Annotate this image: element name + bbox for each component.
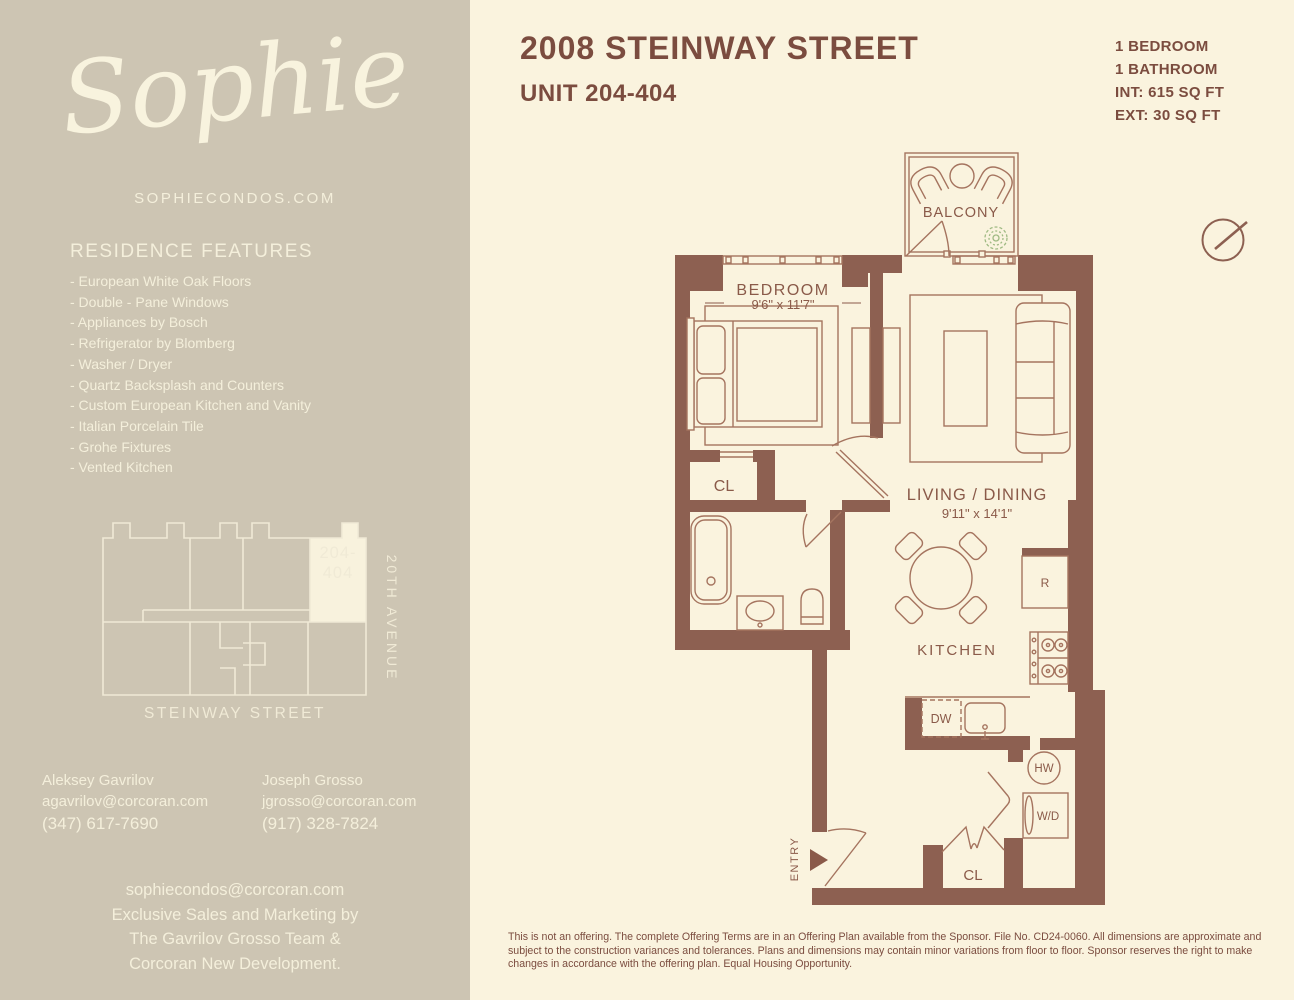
washer-dryer-label: W/D [1036, 811, 1060, 823]
bedroom-label: BEDROOM [736, 282, 830, 299]
contact-phone: (347) 617-7690 [42, 814, 159, 833]
bedroom-furniture [687, 303, 900, 445]
brand-logo: Sophie [56, 11, 414, 158]
compass-icon [1196, 212, 1254, 275]
floor-plan [655, 145, 1115, 920]
keyplan-avenue-label: 20TH AVENUE [384, 554, 400, 682]
sales-footer [0, 878, 470, 976]
coffee-table [944, 331, 987, 426]
website-url: SOPHIECONDOS.COM [134, 190, 336, 207]
features-list [70, 271, 311, 478]
stat-interior: INT: 615 SQ FT [1115, 84, 1225, 101]
keyplan-unit-number-line2: 404 [322, 564, 354, 582]
feature-item: - Appliances by Bosch [70, 314, 208, 331]
closet2-label: CL [963, 867, 983, 884]
bedroom-bench [852, 328, 870, 423]
toilet [801, 589, 823, 624]
footer-line: Corcoran New Development. [129, 954, 341, 973]
closet1-doors [720, 452, 753, 457]
balcony-door [906, 221, 949, 256]
stat-bedrooms: 1 BEDROOM [1115, 38, 1209, 55]
dishwasher-label: DW [930, 712, 952, 726]
contact-name: Joseph Grosso [262, 772, 363, 789]
contact-card [262, 770, 416, 834]
bedroom-window [723, 256, 842, 264]
unit-subtitle: UNIT 204-404 [520, 80, 677, 107]
entry-label: ENTRY [789, 836, 801, 882]
balcony-table [950, 164, 974, 188]
keyplan-street-label: STEINWAY STREET [144, 705, 326, 722]
living-console [883, 328, 900, 423]
stat-exterior: EXT: 30 SQ FT [1115, 107, 1221, 124]
contact-email: agavrilov@corcoran.com [42, 793, 209, 810]
living-dims: 9'11" x 14'1" [941, 506, 1013, 521]
closet1-label: CL [713, 478, 735, 495]
contact-email: jgrosso@corcoran.com [262, 793, 417, 810]
kitchen-label: KITCHEN [917, 642, 997, 659]
feature-item: - Grohe Fixtures [70, 438, 172, 455]
entry-door [825, 829, 866, 886]
utility-closet-doors [988, 772, 1010, 828]
feature-item: - Custom European Kitchen and Vanity [70, 397, 311, 414]
stove [1030, 632, 1068, 684]
utility-fixtures [988, 752, 1068, 838]
kitchen-sink [965, 703, 1005, 739]
legal-disclaimer: This is not an offering. The complete Offering Terms are in an Offering Plan available from the Sponsor. File No. CD24-0060. All dimensions are approximate and subject to the construction variances and tolerances. Plans and dimensions may contain minor variations from floor to floor. Sponsor reserves the right to make changes in accordance with the offering plan. Equal Housing Opportunity. [508, 931, 1262, 971]
feature-item: - Double - Pane Windows [70, 293, 229, 310]
page-title: 2008 STEINWAY STREET [520, 30, 919, 66]
footer-line: The Gavrilov Grosso Team & [129, 930, 341, 948]
feature-item: - European White Oak Floors [70, 273, 252, 289]
footer-line: Exclusive Sales and Marketing by [111, 905, 359, 924]
contact-card [42, 770, 208, 834]
sofa [1016, 303, 1070, 453]
living-furniture [910, 295, 1070, 462]
keyplan-unit-number-line1: 204- [319, 544, 357, 562]
bed-headboard [687, 318, 694, 430]
sidebar [0, 0, 470, 1000]
bed-pillow [697, 326, 725, 374]
footer-email: sophiecondos@corcoran.com [125, 881, 345, 899]
dining-table [910, 547, 972, 609]
bedroom-door [832, 436, 888, 498]
features-title: RESIDENCE FEATURES [70, 241, 314, 262]
balcony-plant [985, 227, 1007, 249]
living-label: LIVING / DINING [906, 486, 1048, 504]
balcony-label: BALCONY [922, 205, 1000, 221]
unit-stats [1115, 35, 1224, 127]
feature-item: - Italian Porcelain Tile [70, 417, 204, 434]
hot-water-label: HW [1034, 763, 1054, 775]
bed-pillow [697, 378, 725, 424]
bathtub [691, 516, 731, 604]
entry-arrow-icon [810, 849, 828, 871]
dining-set [893, 530, 988, 625]
feature-item: - Refrigerator by Blomberg [70, 335, 235, 352]
balcony-chair-left [906, 162, 948, 204]
balcony-chair-right [974, 162, 1016, 204]
closet2-bifold-doors [942, 827, 1004, 852]
stat-bathrooms: 1 BATHROOM [1115, 61, 1218, 78]
site-keyplan [80, 500, 420, 745]
refrigerator-label: R [1040, 576, 1050, 590]
contact-name: Aleksey Gavrilov [42, 772, 154, 789]
bedroom-dims: 9'6" x 11'7" [751, 297, 815, 312]
contact-phone: (917) 328-7824 [262, 814, 379, 833]
feature-item: - Washer / Dryer [70, 355, 173, 372]
feature-item: - Vented Kitchen [70, 459, 173, 476]
feature-item: - Quartz Backsplash and Counters [70, 376, 284, 393]
